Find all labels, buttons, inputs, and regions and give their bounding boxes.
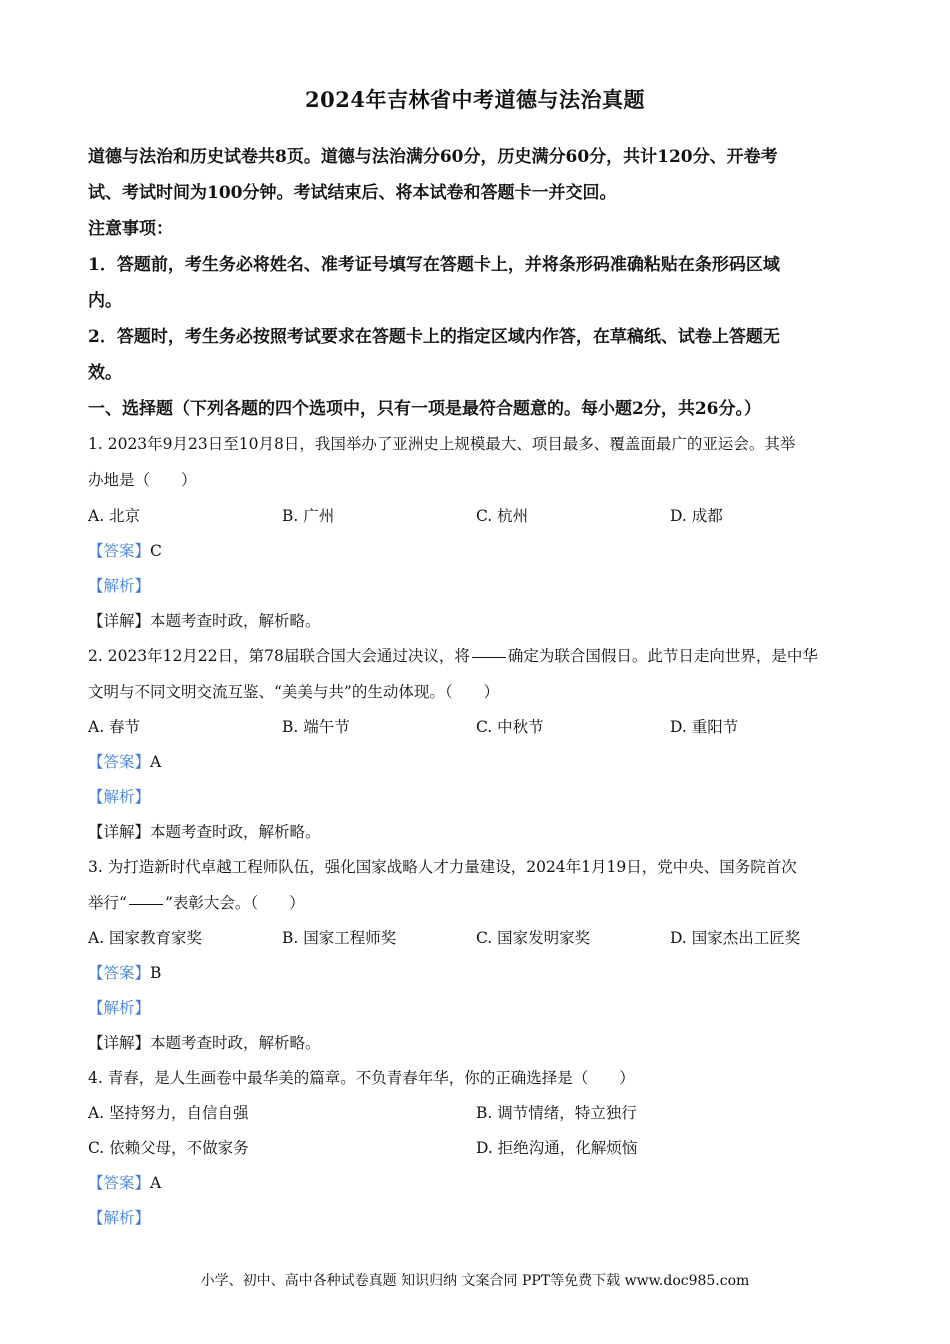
answer-label: 【答案】	[88, 964, 151, 982]
q4-analysis	[88, 1206, 150, 1228]
question-4-text: 4. 青春，是人生画卷中最华美的篇章。不负青春年华，你的正确选择是（ ）	[88, 1069, 635, 1087]
q3-detail	[88, 1031, 321, 1053]
q3-text-part-a: 举行“	[88, 894, 127, 912]
notice-item-2: 2．答题时，考生务必按照考试要求在答题卡上的指定区域内作答，在草稿纸、试卷上答题无	[88, 327, 780, 347]
q1-option-d: D. 成都	[670, 507, 723, 525]
answer-label: 【答案】	[88, 1174, 151, 1192]
q1-option-a: A. 北京	[88, 507, 141, 525]
q1-answer-value: C	[150, 542, 162, 560]
q1-detail-text: 本题考查时政，解析略。	[150, 612, 321, 630]
q2-option-a: A. 春节	[88, 718, 141, 736]
page-title: 2024年吉林省中考道德与法治真题	[305, 87, 645, 112]
q2-detail	[88, 820, 321, 842]
question-1-text: 1. 2023年9月23日至10月8日，我国举办了亚洲史上规模最大、项目最多、覆盖面最广的亚运会。其举	[88, 435, 796, 453]
q3-text-part-b: ”表彰大会。（ ）	[164, 894, 305, 912]
answer-label: 【答案】	[88, 542, 151, 560]
q3-option-a: A. 国家教育家奖	[88, 929, 203, 947]
q2-text-part-b: 确定为联合国假日。此节日走向世界，是中华	[507, 647, 818, 665]
q4-answer	[88, 1171, 161, 1193]
q2-answer	[88, 750, 161, 772]
analysis-label: 【解析】	[88, 577, 151, 595]
q3-option-b: B. 国家工程师奖	[282, 929, 397, 947]
q4-option-c: C. 依赖父母，不做家务	[88, 1139, 249, 1157]
intro-line-2: 试、考试时间为100分钟。考试结束后、将本试卷和答题卡一并交回。	[88, 183, 617, 203]
question-3-text: 3. 为打造新时代卓越工程师队伍，强化国家战略人才力量建设，2024年1月19日，党中央、国务院首次	[88, 858, 797, 876]
detail-label: 【详解】	[88, 1034, 151, 1052]
question-2-text	[88, 644, 818, 666]
detail-label: 【详解】	[88, 612, 151, 630]
notice-item-1: 1．答题前，考生务必将姓名、准考证号填写在答题卡上，并将条形码准确粘贴在条形码区域	[88, 255, 780, 275]
q4-option-a: A. 坚持努力，自信自强	[88, 1104, 249, 1122]
q2-detail-text: 本题考查时政，解析略。	[150, 823, 321, 841]
analysis-label: 【解析】	[88, 999, 151, 1017]
question-1-text-cont: 办地是（ ）	[88, 471, 197, 489]
q4-option-d: D. 拒绝沟通，化解烦恼	[476, 1139, 638, 1157]
notice-title: 注意事项：	[88, 219, 173, 239]
question-3-text-cont	[88, 891, 305, 913]
q4-answer-value: A	[150, 1174, 162, 1192]
analysis-label: 【解析】	[88, 788, 151, 806]
q3-answer	[88, 961, 161, 983]
q1-answer	[88, 539, 162, 561]
question-2-text-cont: 文明与不同文明交流互鉴、“美美与共”的生动体现。（ ）	[88, 683, 500, 701]
q2-option-c: C. 中秋节	[476, 718, 544, 736]
q3-detail-text: 本题考查时政，解析略。	[150, 1034, 321, 1052]
q1-detail	[88, 609, 321, 631]
notice-item-1-cont: 内。	[88, 291, 122, 311]
q2-option-d: D. 重阳节	[670, 718, 739, 736]
q3-answer-value: B	[150, 964, 162, 982]
intro-line-1: 道德与法治和历史试卷共8页。道德与法治满分60分，历史满分60分，共计120分、开卷考	[88, 147, 778, 167]
notice-item-2-cont: 效。	[88, 363, 122, 383]
section-heading: 一、选择题（下列各题的四个选项中，只有一项是最符合题意的。每小题2分，共26分。）	[88, 399, 761, 419]
page-footer: 小学、初中、高中各种试卷真题 知识归纳 文案合同 PPT等免费下载 www.doc985.com	[200, 1273, 750, 1289]
q2-text-part-a: 2. 2023年12月22日，第78届联合国大会通过决议，将	[88, 647, 470, 665]
detail-label: 【详解】	[88, 823, 151, 841]
q3-option-d: D. 国家杰出工匠奖	[670, 929, 801, 947]
q2-analysis	[88, 785, 150, 807]
q3-option-c: C. 国家发明家奖	[476, 929, 591, 947]
q1-option-c: C. 杭州	[476, 507, 529, 525]
q1-analysis	[88, 574, 150, 596]
q4-option-b: B. 调节情绪，特立独行	[476, 1104, 637, 1122]
q2-option-b: B. 端午节	[282, 718, 350, 736]
fill-blank	[472, 656, 506, 658]
analysis-label: 【解析】	[88, 1209, 151, 1227]
q3-analysis	[88, 996, 150, 1018]
q1-option-b: B. 广州	[282, 507, 335, 525]
fill-blank	[129, 903, 163, 905]
answer-label: 【答案】	[88, 753, 151, 771]
q2-answer-value: A	[150, 753, 162, 771]
